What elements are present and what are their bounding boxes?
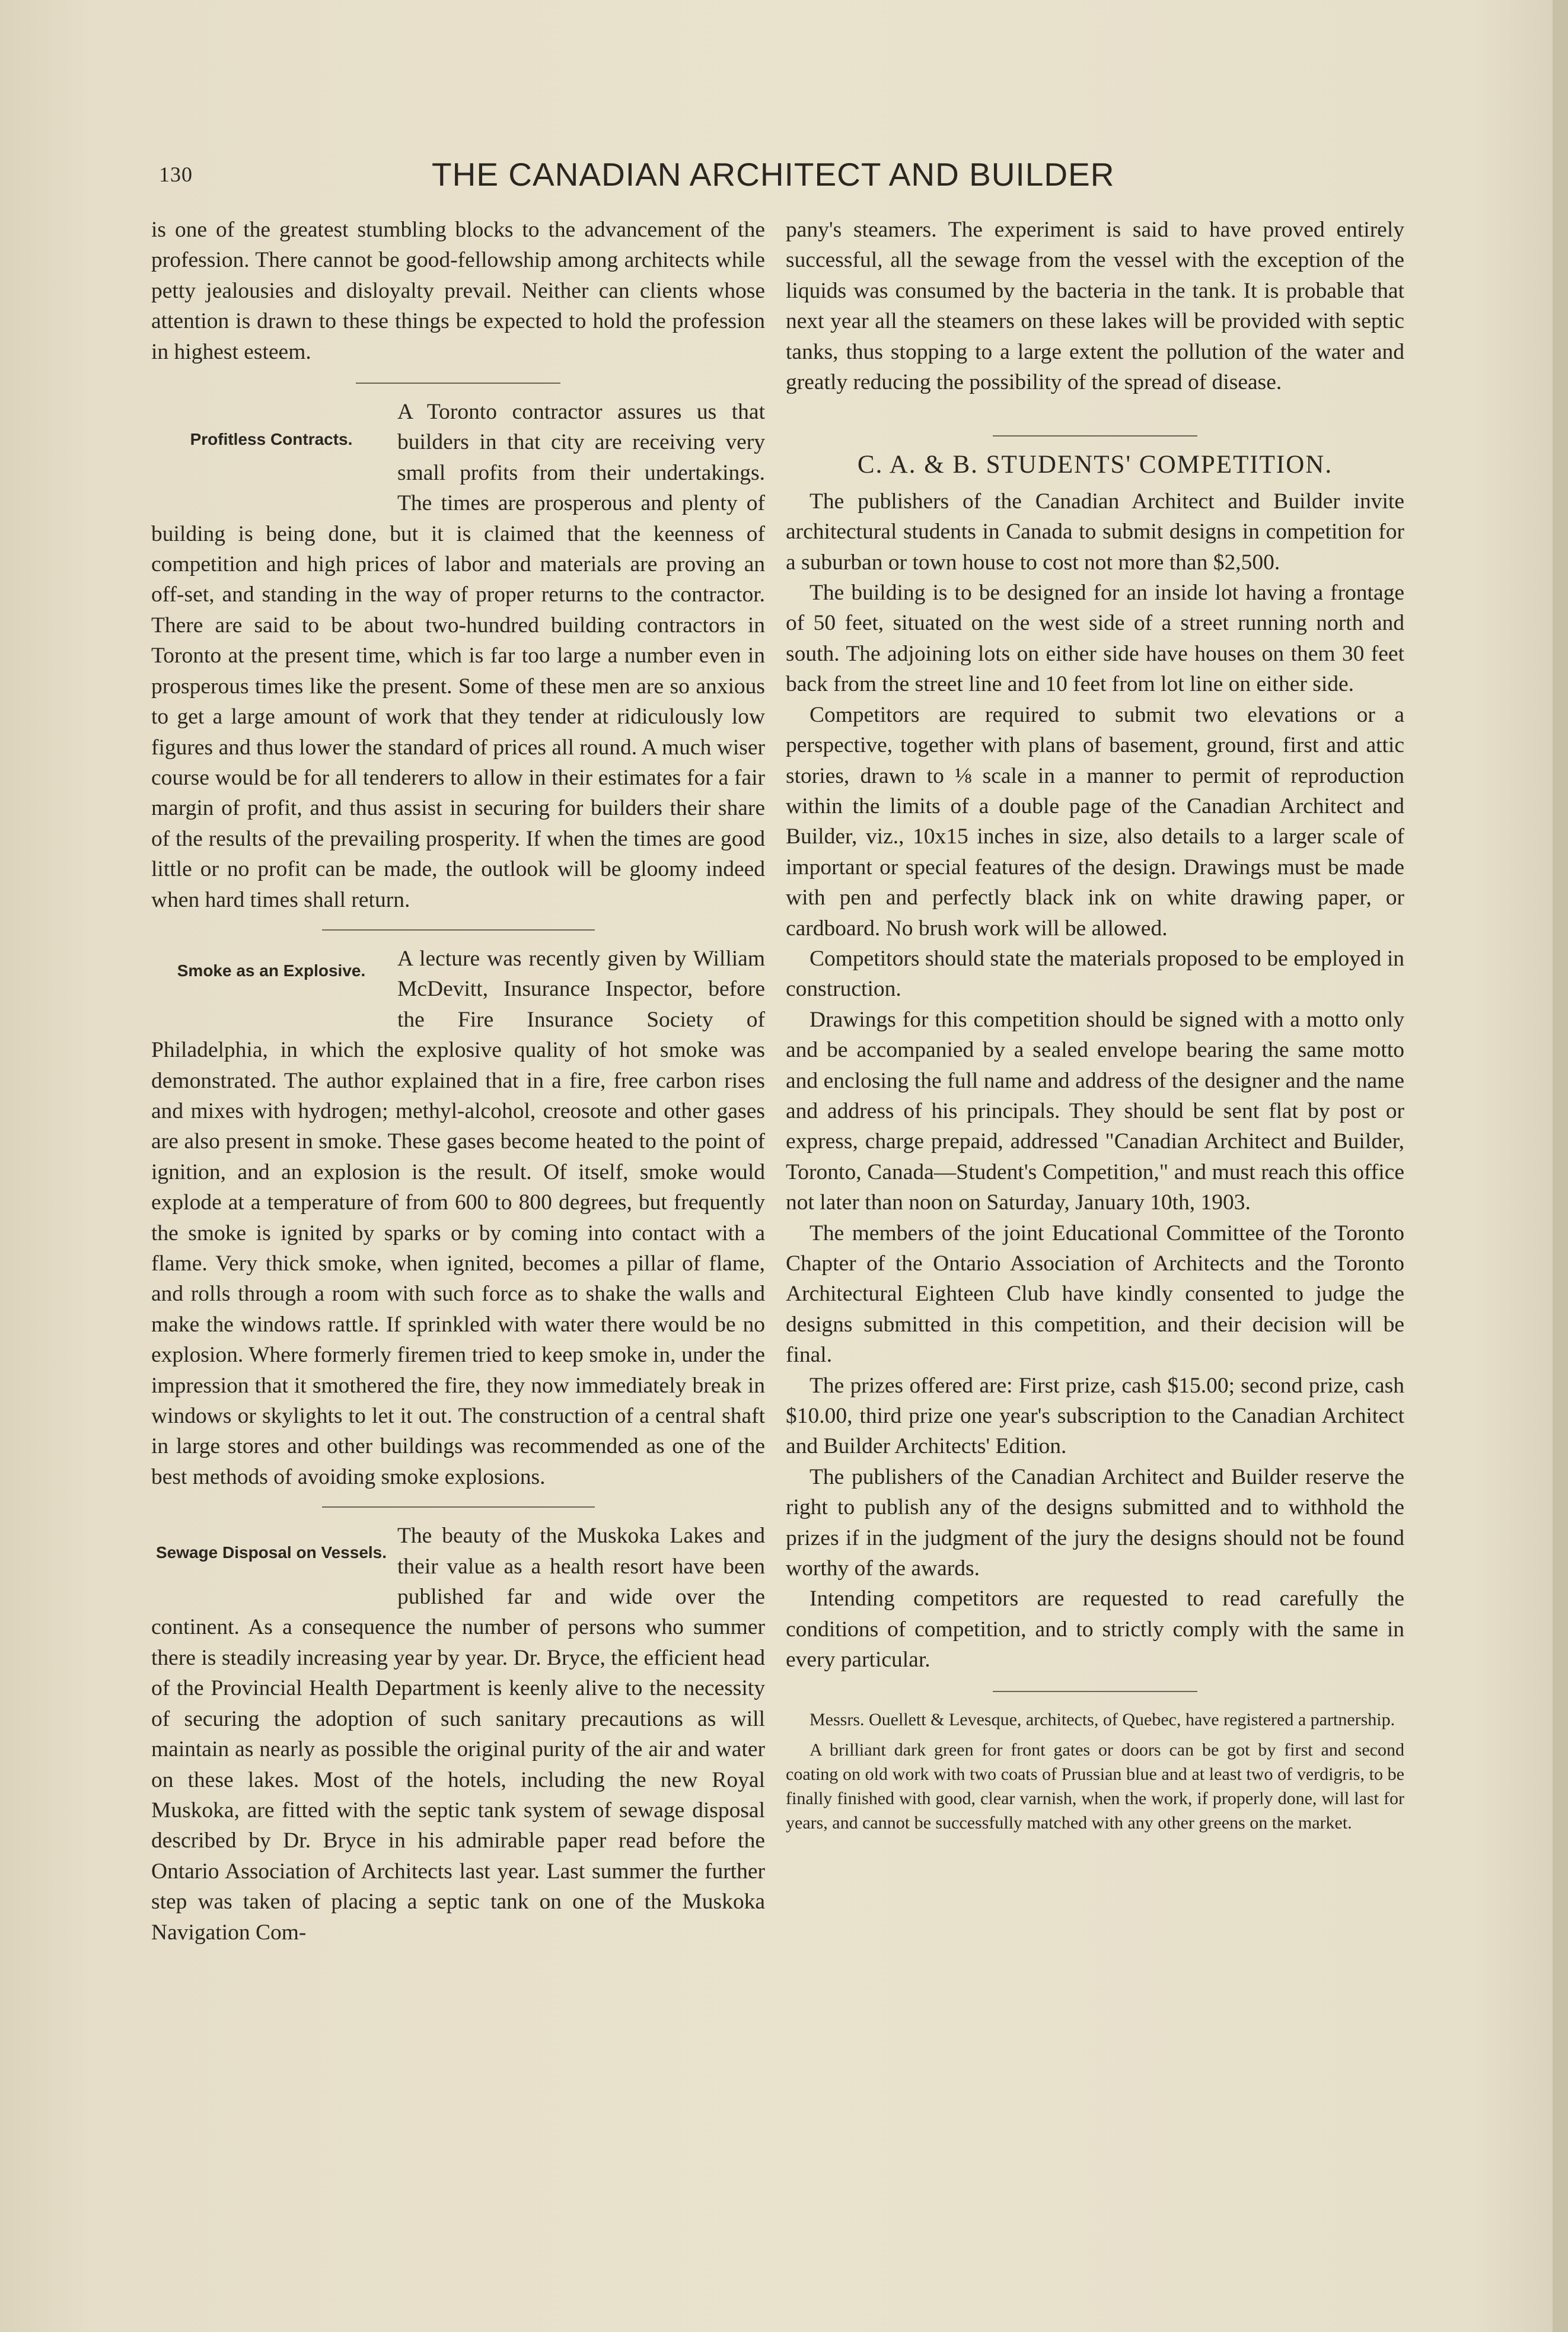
section-divider (322, 1506, 595, 1508)
side-heading: Profitless Contracts. (190, 430, 353, 449)
section-divider (993, 435, 1197, 437)
sewage-disposal-section (151, 1521, 765, 1948)
news-note: A brilliant dark green for front gates or doors can be got by first and second coating on old work with two coats of Prussian blue and at least two of verdigris, to be finally finished with good, clear varnish, when the work, if properly done, will last for years, and cannot be successfully matched with any other greens on the market. (786, 1740, 1404, 1833)
competition-paragraph: The prizes offered are: First prize, cash $15.00; second prize, cash $10.00, third prize one year's subscription to the Canadian Architect and Builder Architects' Edition. (786, 1373, 1404, 1459)
sewage-disposal-body: The beauty of the Muskoka Lakes and their value as a health resort have been published far and wide over the continent. As a consequence the number of persons who summer there is steadily increasing year by year. Dr. Bryce, the efficient head of the Provincial Health Department is keenly alive to the necessity of securing the adoption of such sanitary precautions as will maintain as nearly as possible the original purity of the air and water on these lakes. Most of the hotels, including the new Royal Muskoka, are fitted with the septic tank system of sewage disposal described by Dr. Bryce in his admirable paper read before the Ontario Association of Architects last year. Last summer the further step was taken of placing a septic tank on one of the Muskoka Navigation Com- (151, 1524, 765, 1945)
competition-paragraph: The publishers of the Canadian Architect and Builder reserve the right to publish any of the designs submitted and to withhold the prizes if in the judgment of the jury the designs should not be found worthy of the awards. (786, 1464, 1404, 1581)
sewage-continuation: pany's steamers. The experiment is said to have proved entirely successful, all the sewage from the vessel with the exception of the liquids was consumed by the bacteria in the tank. It is probable that next year all the steamers on these lakes will be provided with septic tanks, thus stopping to a large extent the pollution of the water and greatly reducing the possibility of the spread of disease. (786, 218, 1404, 395)
competition-paragraph: Drawings for this competition should be signed with a motto only and be accompanied by a sealed envelope bearing the same motto and enclosing the full name and address of the designer and the name and address of his principals. They should be sent flat by post or express, charge prepaid, addressed "Canadian Architect and Builder, Toronto, Canada—Student's Competition," and must reach this office not later than noon on Saturday, January 10th, 1903. (786, 1007, 1404, 1215)
section-divider (356, 383, 560, 384)
intro-paragraph: is one of the greatest stumbling blocks to the advancement of the profession. There cannot be good-fellowship among architects while petty jealousies and disloyalty prevail. Neither can clients whose attention is drawn to these things be expected to hold the profession in highest esteem. (151, 218, 765, 364)
competition-paragraph: The building is to be designed for an inside lot having a frontage of 50 feet, situated on the west side of a street running north and south. The adjoining lots on either side have houses on them 30 feet back from the street line and 10 feet from lot line on either side. (786, 581, 1404, 697)
competition-paragraph: Competitors are required to submit two elevations or a perspective, together with plans of basement, ground, first and attic stories, drawn to ⅛ scale in a manner to permit of reproduction within the limits of a double page of the Canadian Architect and Builder, viz., 10x15 inches in size, also details to a larger scale of important or special features of the design. Drawings must be made with pen and perfectly black ink on white drawing paper, or cardboard. No brush work will be allowed. (786, 702, 1404, 941)
profitless-contracts-section (151, 397, 765, 915)
page-number: 130 (159, 163, 193, 186)
right-column (786, 215, 1404, 1835)
left-column (151, 215, 765, 1948)
running-head: THE CANADIAN ARCHITECT AND BUILDER (432, 156, 1115, 193)
side-heading: Smoke as an Explosive. (177, 961, 366, 980)
page-edge (1553, 0, 1568, 2332)
section-divider (322, 929, 595, 931)
competition-paragraph: The publishers of the Canadian Architect and Builder invite architectural students in Canada to submit designs in competition for a suburban or town house to cost not more than $2,500. (786, 489, 1404, 575)
side-heading: Sewage Disposal on Vessels. (155, 1543, 387, 1562)
competition-paragraph: Competitors should state the materials proposed to be employed in construction. (786, 946, 1404, 1002)
competition-paragraph: The members of the joint Educational Committee of the Toronto Chapter of the Ontario Association of Architects and the Toronto Architectural Eighteen Club have kindly consented to judge the designs submitted in this competition, and their decision will be final. (786, 1221, 1404, 1368)
section-divider (993, 1691, 1197, 1692)
competition-paragraph: Intending competitors are requested to read carefully the conditions of competition, and to strictly comply with the same in every particular. (786, 1586, 1404, 1672)
profitless-contracts-body: A Toronto contractor assures us that builders in that city are receiving very small profits from their undertakings. The times are prosperous and plenty of building is being done, but it is claimed that the keenness of competition and high prices of labor and materials are proving an off-set, and standing in the way of proper returns to the contractor. There are said to be about two-hundred building contractors in Toronto at the present time, which is far too large a number even in prosperous times like the present. Some of these men are so anxious to get a large amount of work that they tender at ridiculously low figures and thus lower the standard of prices all round. A much wiser course would be for all tenderers to allow in their estimates for a fair margin of profit, and thus assist in securing for builders their share of the results of the prevailing prosperity. If when the times are good little or no profit can be made, the outlook will be gloomy indeed when hard times shall return. (151, 400, 765, 912)
news-note: Messrs. Ouellett & Levesque, architects, of Quebec, have registered a partnership. (810, 1709, 1395, 1729)
smoke-explosive-body: A lecture was recently given by William McDevitt, Insurance Inspector, before the Fire Insurance Society of Philadelphia, in which the explosive quality of hot smoke was demonstrated. The author explained that in a fire, free carbon rises and mixes with hydrogen; methyl-alcohol, creosote and other gases are also present in smoke. These gases become heated to the point of ignition, and an explosion is the result. Of itself, smoke would explode at a temperature of from 600 to 800 degrees, but frequently the smoke is ignited by sparks or by coming into contact with a flame. Very thick smoke, when ignited, becomes a pillar of flame, and rolls through a room with such force as to shake the walls and make the windows rattle. If sprinkled with water there would be no explosion. Where formerly firemen tried to keep smoke in, under the impression that it smothered the fire, they now immediately break in windows or skylights to let it out. The construction of a central shaft in large stores and other buildings was recommended as one of the best methods of avoiding smoke explosions. (151, 946, 765, 1489)
smoke-explosive-section (151, 944, 765, 1492)
competition-heading: C. A. & B. STUDENTS' COMPETITION. (857, 451, 1333, 479)
